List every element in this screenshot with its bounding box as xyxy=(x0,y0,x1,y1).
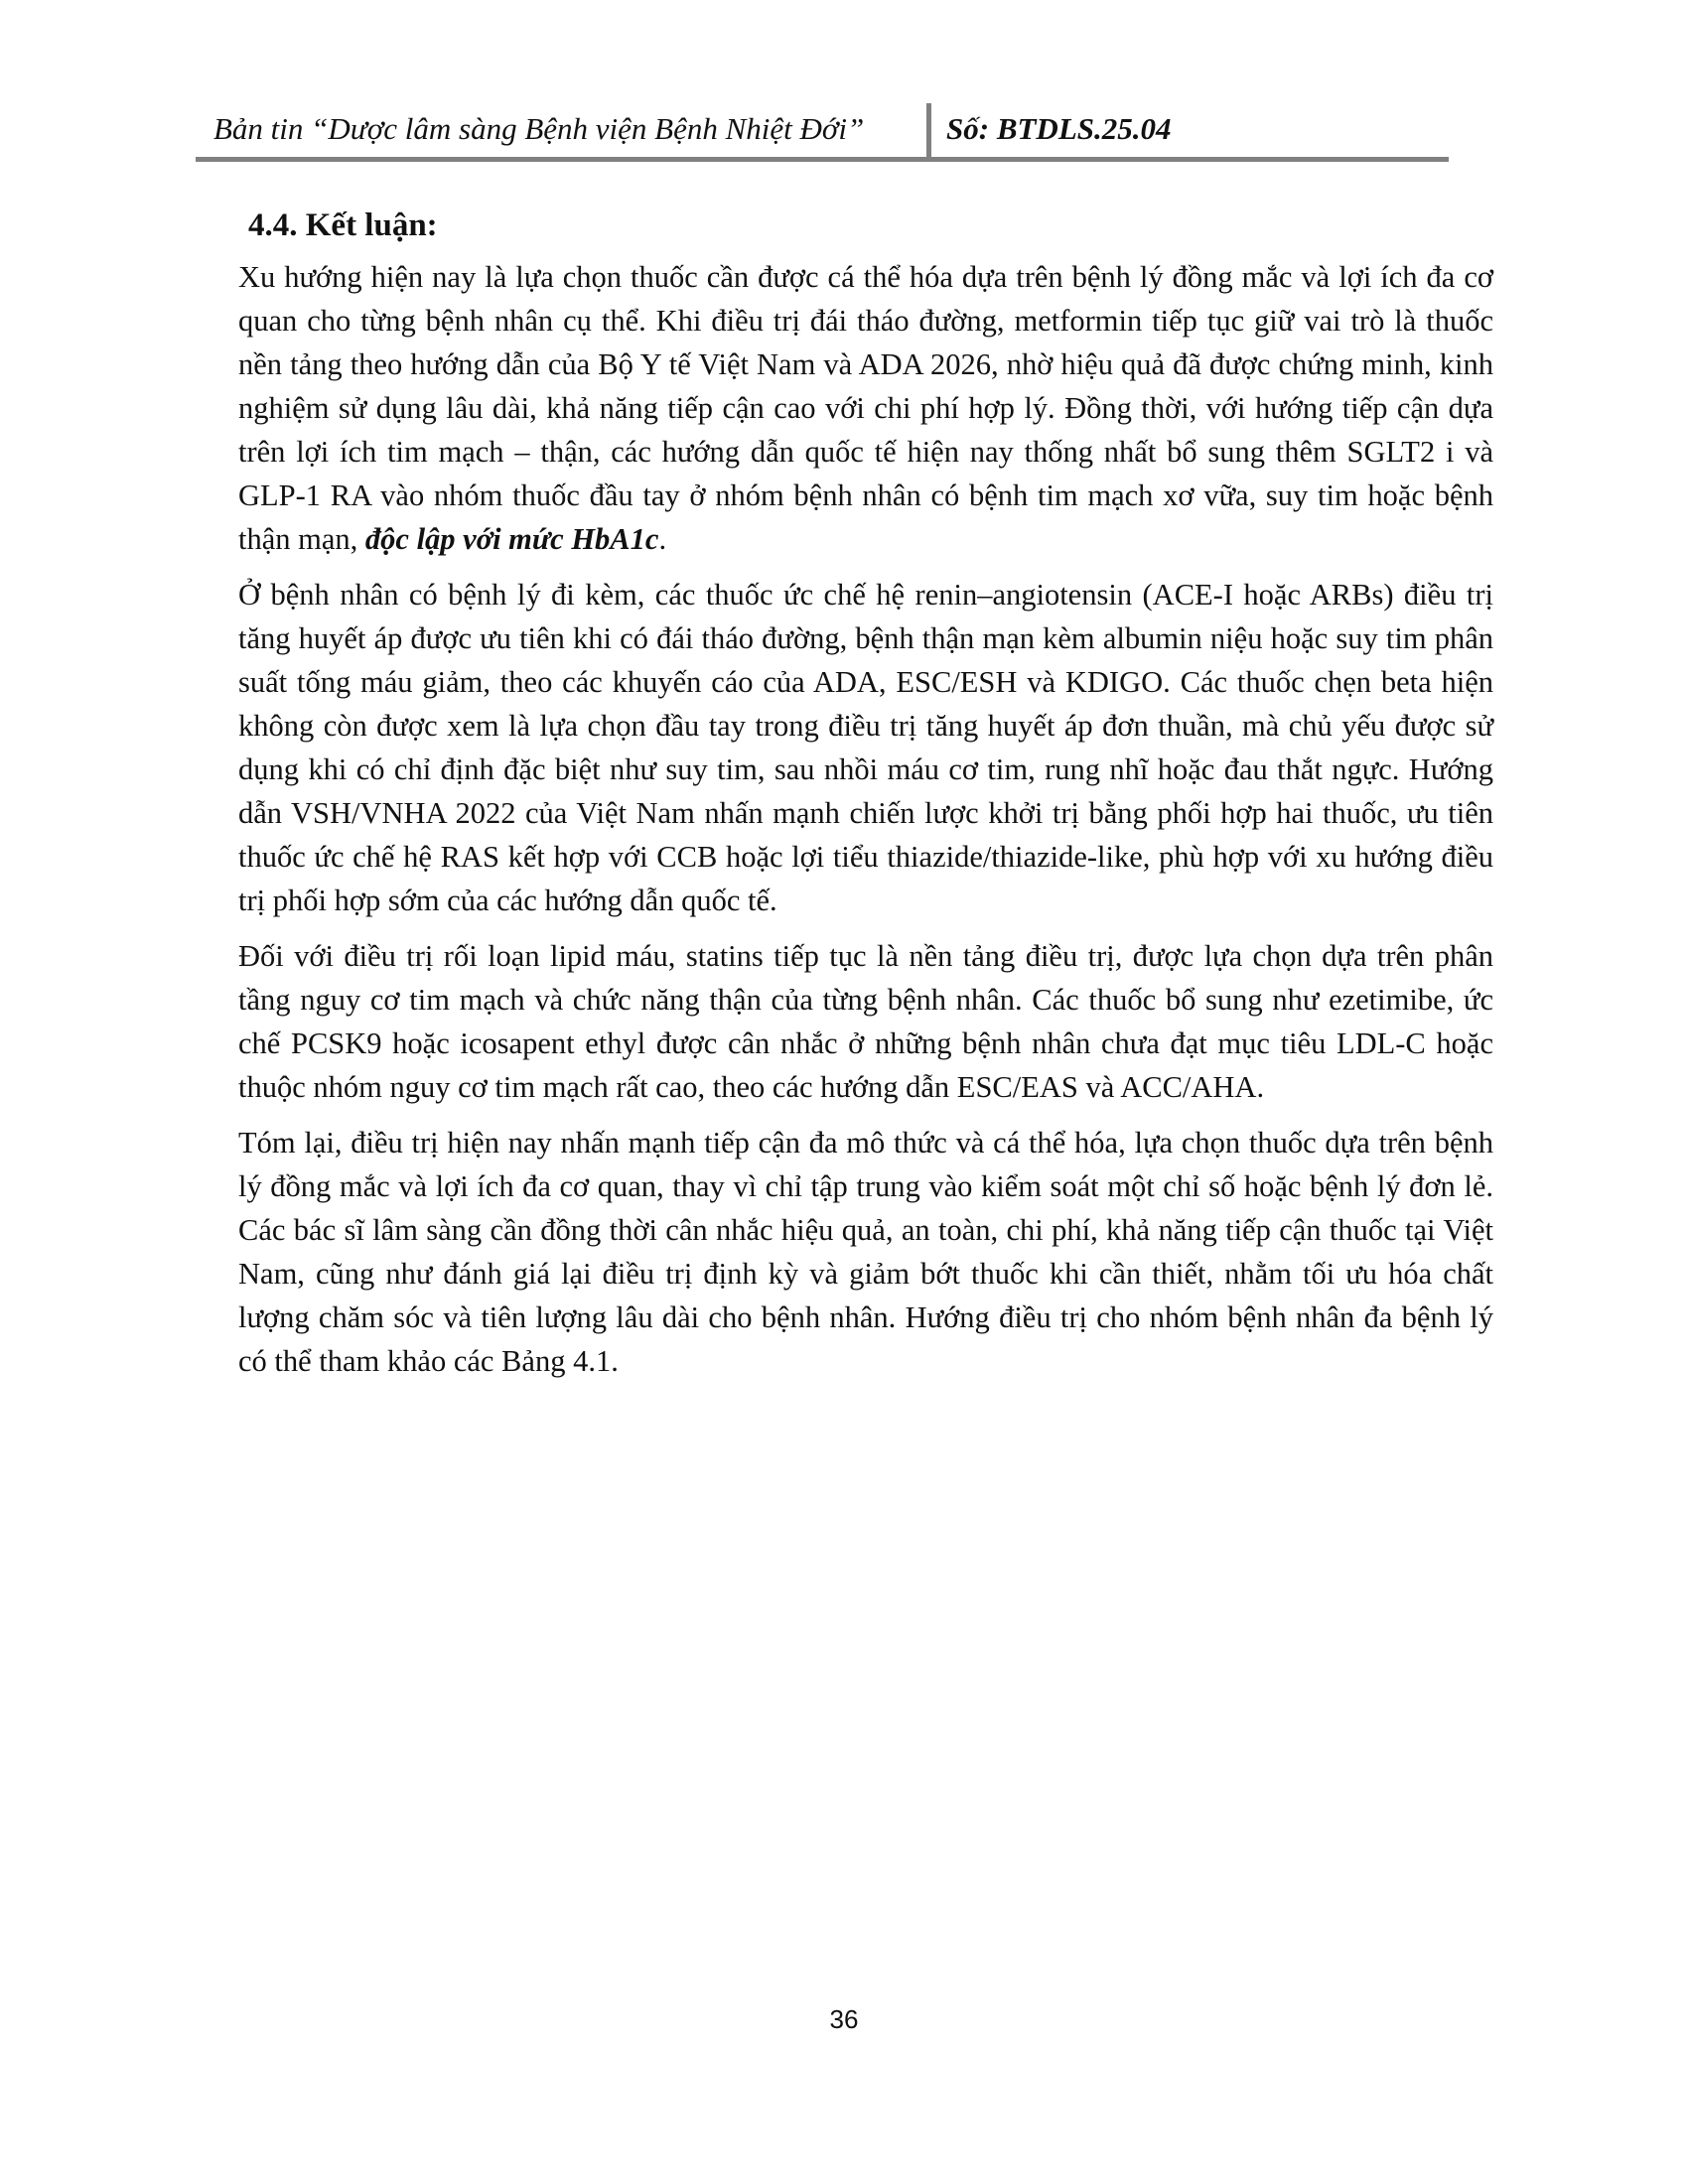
paragraph-3: Đối với điều trị rối loạn lipid máu, statins tiếp tục là nền tảng điều trị, được lựa chọn dựa trên phân tầng nguy cơ tim mạch và chức năng thận của từng bệnh nhân. Các thuốc bổ sung như ezetimibe, ức chế PCSK9 hoặc icosapent ethyl được cân nhắc ở những bệnh nhân chưa đạt mục tiêu LDL-C hoặc thuộc nhóm nguy cơ tim mạch rất cao, theo các hướng dẫn ESC/EAS và ACC/AHA. xyxy=(238,939,1493,1104)
paragraph-1-end: . xyxy=(658,522,667,556)
paragraph-1-emphasis: độc lập với mức HbA1c xyxy=(364,522,659,556)
section-body xyxy=(238,255,1493,1395)
bulletin-title: Bản tin “Dược lâm sàng Bệnh viện Bệnh Nhiệt Đới” xyxy=(213,111,865,146)
page-number: 36 xyxy=(829,2004,859,2034)
paragraph-2: Ở bệnh nhân có bệnh lý đi kèm, các thuốc ức chế hệ renin–angiotensin (ACE-I hoặc ARBs) điều trị tăng huyết áp được ưu tiên khi có đái tháo đường, bệnh thận mạn kèm albumin niệu hoặc suy tim phân suất tống máu giảm, theo các khuyến cáo của ADA, ESC/ESH và KDIGO. Các thuốc chẹn beta hiện không còn được xem là lựa chọn đầu tay trong điều trị tăng huyết áp đơn thuần, mà chủ yếu được sử dụng khi có chỉ định đặc biệt như suy tim, sau nhồi máu cơ tim, rung nhĩ hoặc đau thắt ngực. Hướng dẫn VSH/VNHA 2022 của Việt Nam nhấn mạnh chiến lược khởi trị bằng phối hợp hai thuốc, ưu tiên thuốc ức chế hệ RAS kết hợp với CCB hoặc lợi tiểu thiazide/thiazide-like, phù hợp với xu hướng điều trị phối hợp sớm của các hướng dẫn quốc tế. xyxy=(238,578,1493,917)
page-header xyxy=(196,99,1449,161)
issue-number: Số: BTDLS.25.04 xyxy=(946,111,1172,146)
paragraph-4: Tóm lại, điều trị hiện nay nhấn mạnh tiếp cận đa mô thức và cá thể hóa, lựa chọn thuốc dựa trên bệnh lý đồng mắc và lợi ích đa cơ quan, thay vì chỉ tập trung vào kiểm soát một chỉ số hoặc bệnh lý đơn lẻ. Các bác sĩ lâm sàng cần đồng thời cân nhắc hiệu quả, an toàn, chi phí, khả năng tiếp cận thuốc tại Việt Nam, cũng như đánh giá lại điều trị định kỳ và giảm bớt thuốc khi cần thiết, nhằm tối ưu hóa chất lượng chăm sóc và tiên lượng lâu dài cho bệnh nhân. Hướng điều trị cho nhóm bệnh nhân đa bệnh lý có thể tham khảo các Bảng 4.1. xyxy=(238,1126,1493,1378)
paragraph-1-text: Xu hướng hiện nay là lựa chọn thuốc cần được cá thể hóa dựa trên bệnh lý đồng mắc và lợi ích đa cơ quan cho từng bệnh nhân cụ thể. Khi điều trị đái tháo đường, metformin tiếp tục giữ vai trò là thuốc nền tảng theo hướng dẫn của Bộ Y tế Việt Nam và ADA 2026, nhờ hiệu quả đã được chứng minh, kinh nghiệm sử dụng lâu dài, khả năng tiếp cận cao với chi phí hợp lý. Đồng thời, với hướng tiếp cận dựa trên lợi ích tim mạch – thận, các hướng dẫn quốc tế hiện nay thống nhất bổ sung thêm SGLT2 i và GLP-1 RA vào nhóm thuốc đầu tay ở nhóm bệnh nhân có bệnh tim mạch xơ vữa, suy tim hoặc bệnh thận mạn, xyxy=(238,260,1493,556)
section-heading: 4.4. Kết luận: xyxy=(248,207,438,243)
header-divider xyxy=(926,103,931,161)
paragraph-1 xyxy=(238,255,1493,561)
header-rule xyxy=(196,157,1449,162)
